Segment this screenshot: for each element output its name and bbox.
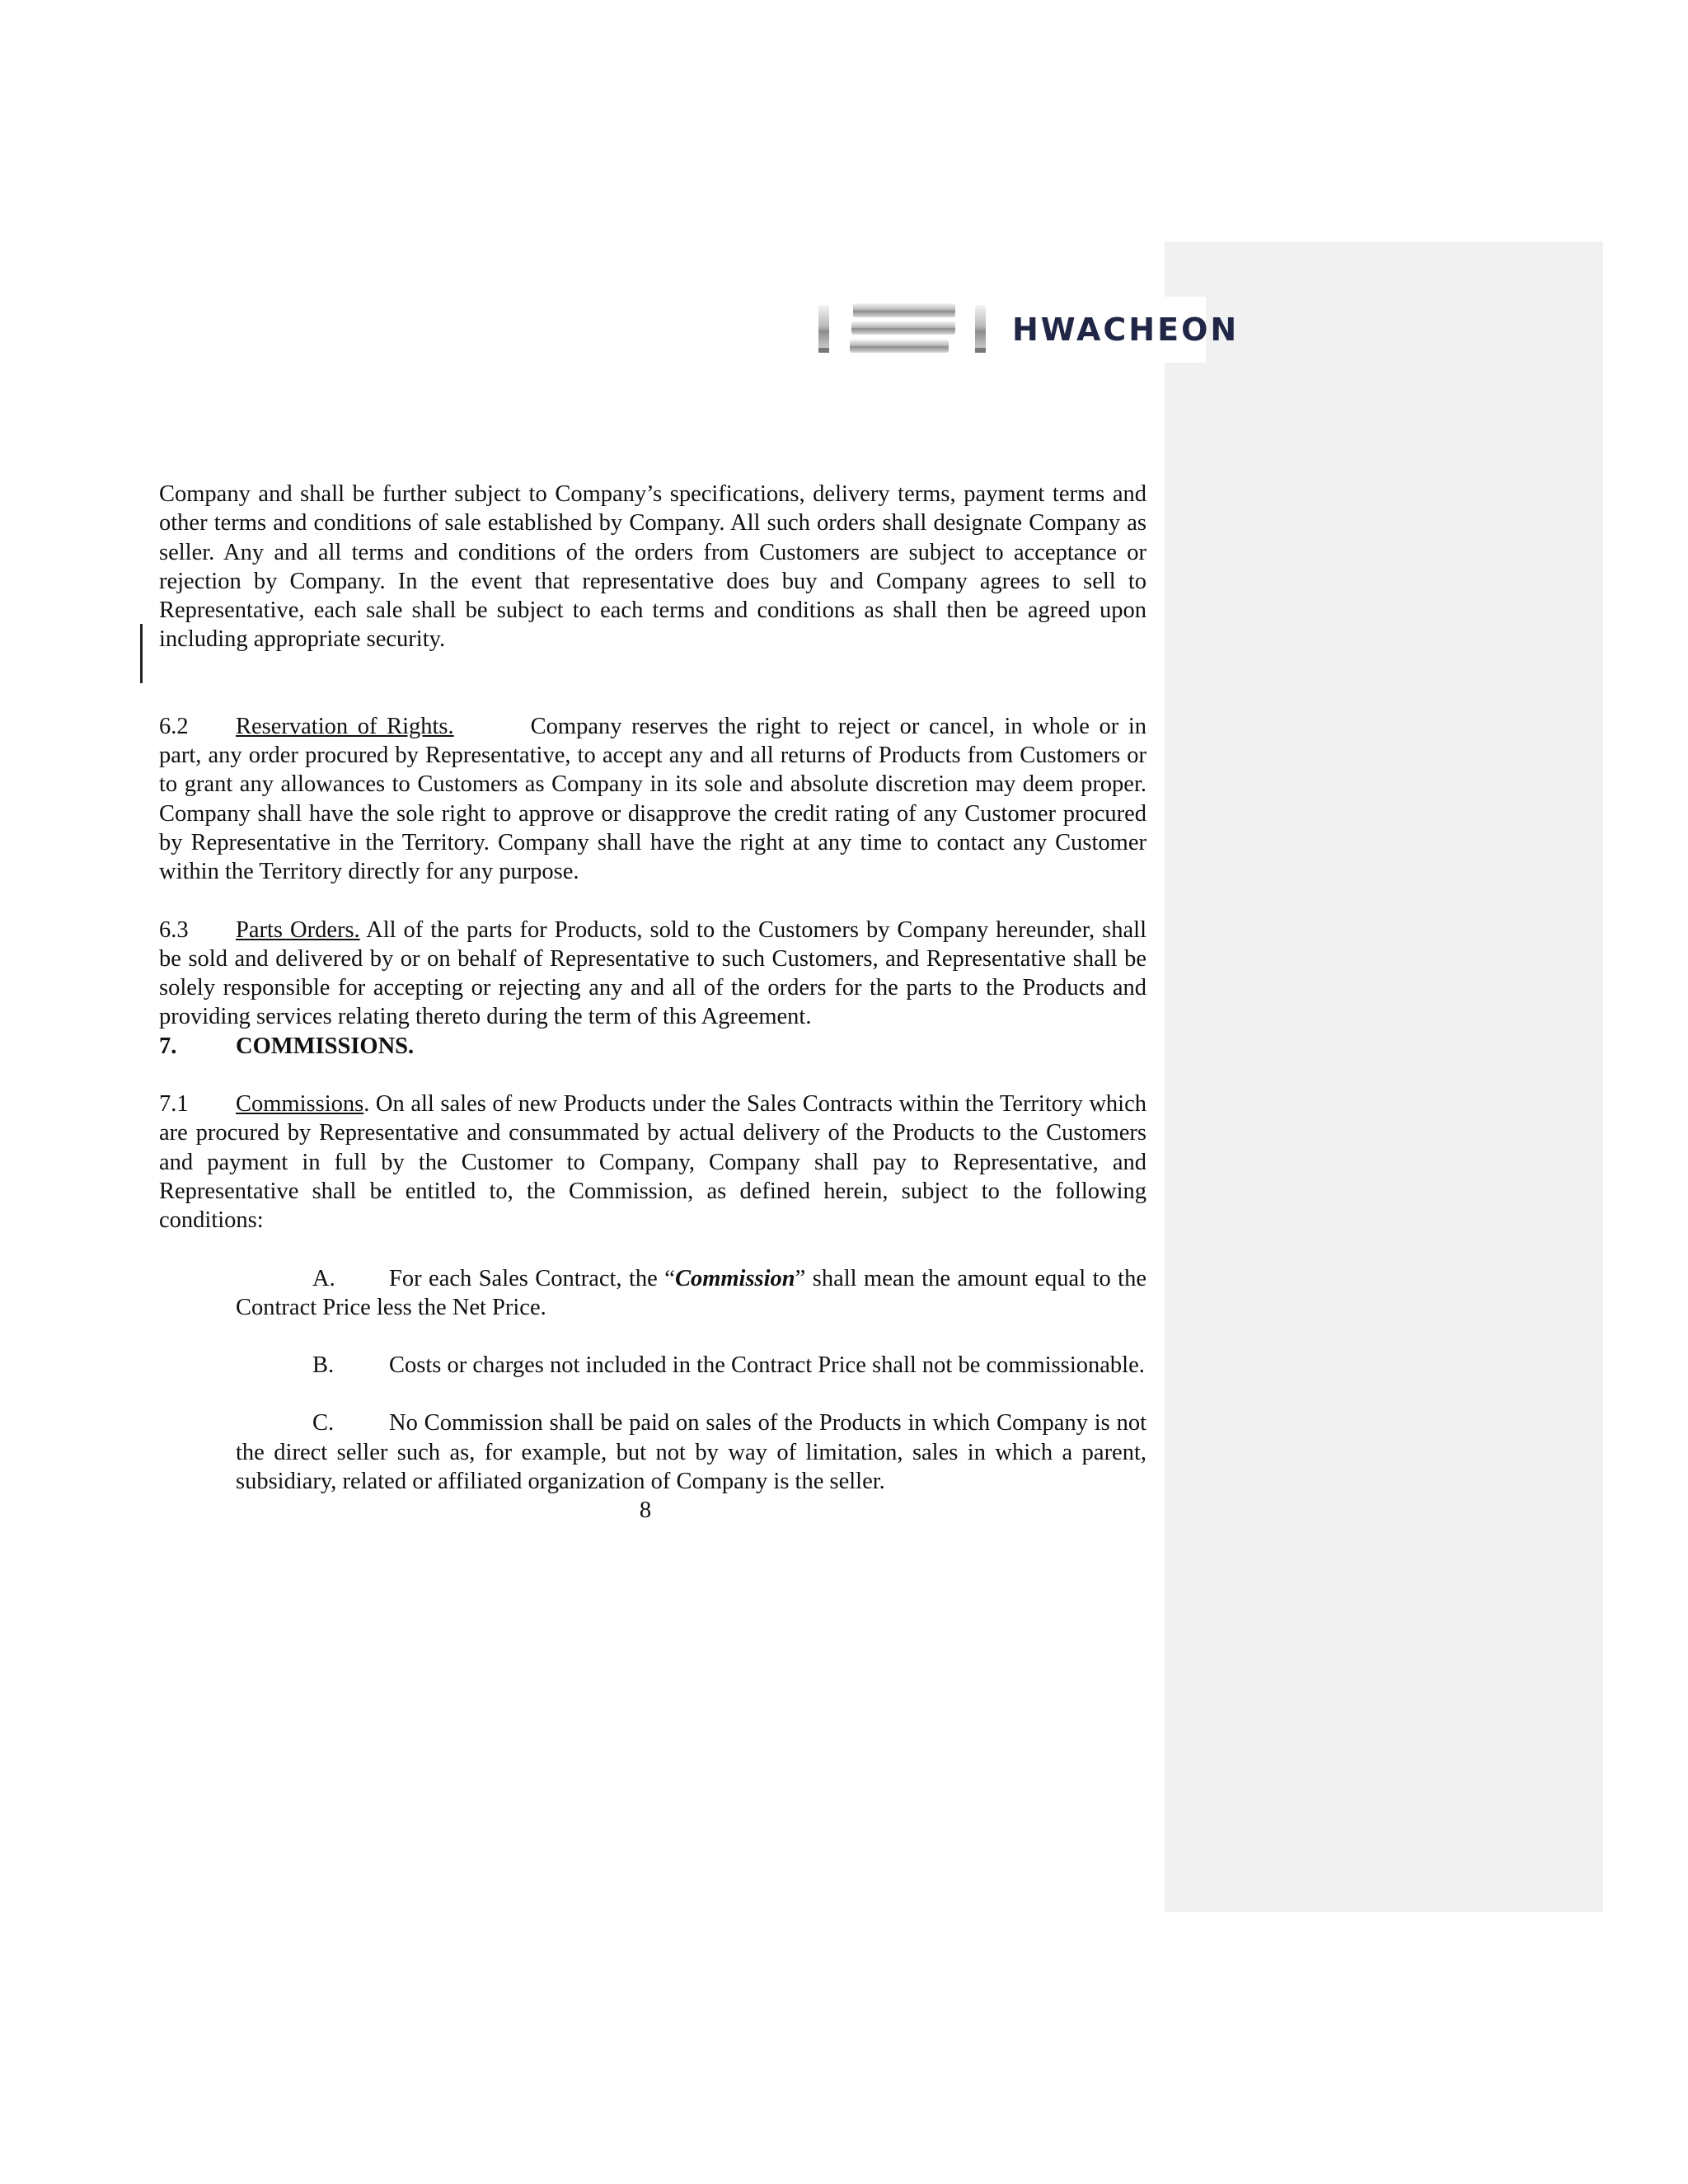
item-text: No Commission shall be paid on sales of the Products in which Company is not the direct seller such as, for example, but not by way of limitation, sales in which a parent, subsidiary, related or affiliated organization of Company is the seller.: [236, 1410, 1146, 1495]
item-b: [236, 1351, 1146, 1380]
item-letter: B.: [312, 1352, 335, 1379]
item-c: [236, 1408, 1146, 1496]
section-title: Parts Orders.: [236, 916, 360, 943]
section-title: Reservation of Rights.: [236, 713, 454, 739]
item-text-after: ” shall mean the amount equal to the Contract Price less the Net Price.: [236, 1265, 1147, 1320]
section-text: All of the parts for Products, sold to the Customers by Company hereunder, shall be sold and delivered by or on behalf of Representative to such Customers, and Representative shall be solely responsible for accepting or rejecting any and all of the orders for the parts to the Products and providing services relating thereto during the term of this Agreement.: [159, 916, 1146, 1030]
section-number: 6.2: [159, 713, 189, 739]
section-number: 6.3: [159, 916, 189, 943]
item-letter: A.: [312, 1265, 335, 1291]
section-7-heading: [159, 1032, 1146, 1061]
document-body: [159, 480, 1146, 1526]
section-text: Company reserves the right to reject or cancel, in whole or in part, any order procured by Representative, to accept any and all returns of Products from Customers or to grant any allowances to Customers as Company in its sole and absolute discretion may deem proper. Company shall have the sole right to approve or disapprove the credit rating of any Customer procured by Representative in the Territory. Company shall have the right at any time to contact any Customer within the Territory directly for any purpose.: [159, 713, 1146, 885]
section-7-1: [159, 1090, 1146, 1235]
item-text: Costs or charges not included in the Contract Price shall not be commissionable.: [389, 1352, 1145, 1379]
section-6-2: [159, 712, 1146, 887]
item-a: [236, 1264, 1146, 1323]
comment-pane: [1165, 241, 1603, 1912]
defined-term: Commission: [674, 1265, 795, 1291]
section-number: 7.1: [159, 1091, 189, 1118]
item-letter: C.: [312, 1410, 335, 1436]
logo-mark-icon: [812, 297, 1001, 363]
item-text-before: For each Sales Contract, the “: [389, 1265, 675, 1291]
company-logo: [812, 297, 1240, 363]
section-text: . On all sales of new Products under the Sales Contracts within the Territory which are procured by Representative and consummated by actual delivery of the Products to the Customers and payment in full by the Customer to Company, Company shall pay to Representative, and Representative shall be entitled to, the Commission, as defined herein, subject to the following conditions:: [159, 1091, 1146, 1234]
intro-paragraph: Company and shall be further subject to Company’s specifications, delivery terms, payment terms and other terms and conditions of sale established by Company. All such orders shall designate Company as seller. Any and all terms and conditions of the orders from Customers are subject to acceptance or rejection by Company. In the event that representative does buy and Company agrees to sell to Representative, each sale shall be subject to each terms and conditions as shall then be agreed upon including appropriate security.: [159, 481, 1146, 653]
section-6-3: [159, 916, 1146, 1032]
section-number: 7.: [159, 1033, 177, 1059]
section-title: Commissions: [236, 1091, 364, 1118]
page-number: 8: [639, 1497, 652, 1524]
logo-text: HWACHEON: [1012, 312, 1240, 348]
section-title: COMMISSIONS.: [236, 1033, 415, 1059]
revision-change-bar: [140, 624, 143, 683]
